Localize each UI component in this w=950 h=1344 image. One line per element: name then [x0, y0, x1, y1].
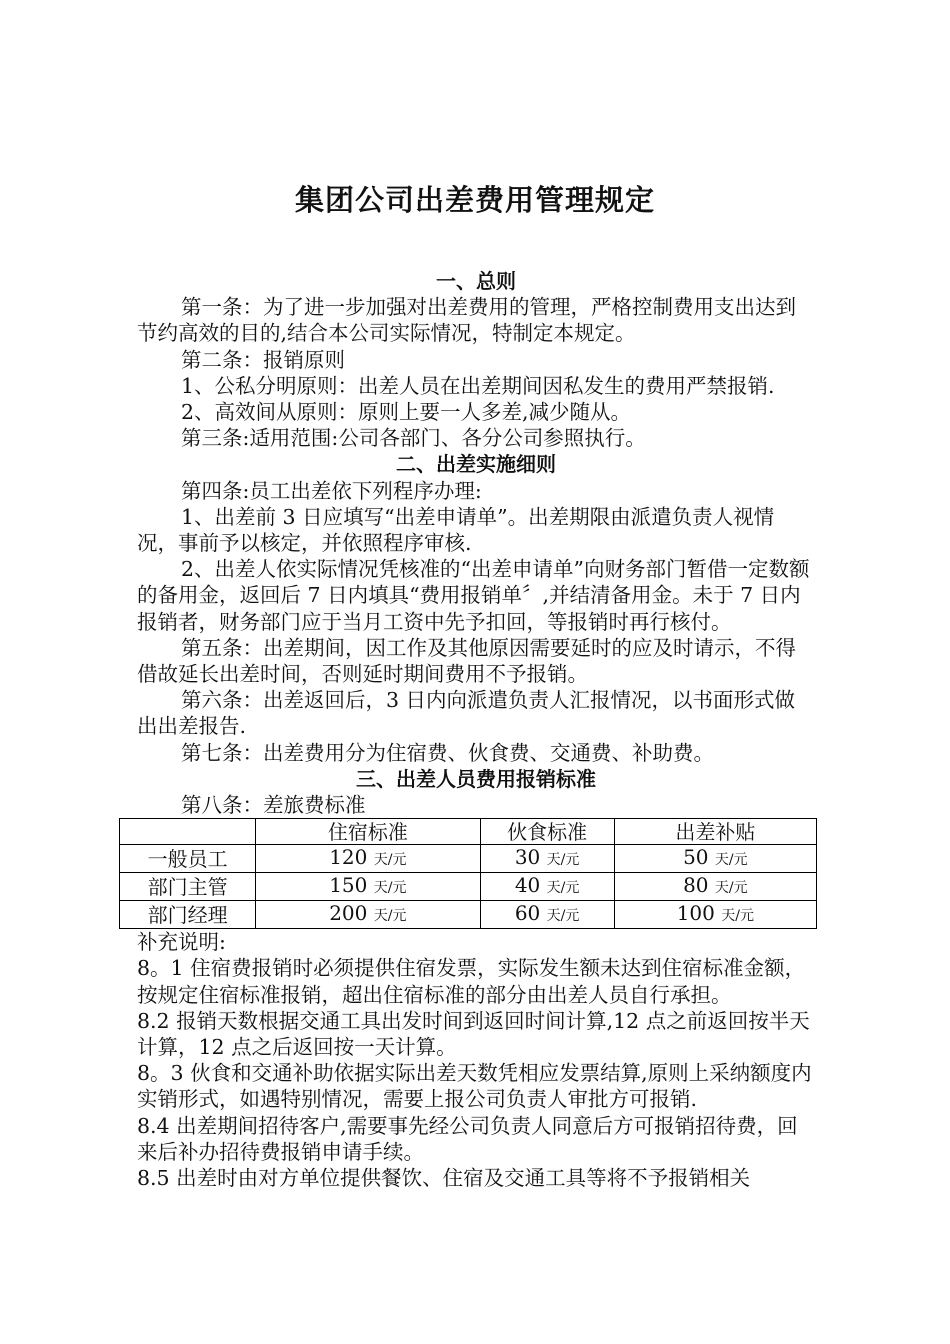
- table-header-cell: [120, 819, 256, 845]
- table-header-cell: 伙食标准: [480, 819, 614, 845]
- article-4-item-1: 1、出差前 3 日应填写“出差申请单”。出差期限由派遣负责人视情况，事前予以核定，并依照程序审核.: [137, 504, 775, 556]
- article-5: 第五条：出差期间，因工作及其他原因需要延时的应及时请示，不得借故延长出差时间，否则延时期间费用不予报销。: [137, 635, 796, 687]
- section-heading-general: 一、总则: [436, 269, 516, 293]
- section-heading-procedure: 二、出差实施细则: [396, 452, 556, 477]
- row-label: 部门经理: [120, 901, 256, 929]
- allowance-cell: 50 天/元: [614, 845, 816, 873]
- article-4-item-2: 2、出差人依实际情况凭核准的“出差申请单”向财务部门暂借一定数额的备用金，返回后 7 日内填具“费用报销单〞,并结清备用金。未于 7 日内报销者，财务部门应于当月工资中先予扣回，等报销时再行核付。: [137, 557, 810, 634]
- article-8: 第八条：差旅费标准: [181, 793, 366, 818]
- lodging-cell: 200 天/元: [256, 901, 480, 929]
- meals-cell: 60 天/元: [480, 901, 614, 929]
- supplement-heading: 补充说明:: [137, 930, 226, 955]
- article-2-item-1: 1、公私分明原则：出差人员在出差期间因私发生的费用严禁报销.: [181, 373, 775, 398]
- supplement-8-5: 8.5 出差时由对方单位提供餐饮、住宿及交通工具等将不予报销相关: [137, 1166, 751, 1191]
- article-6: 第六条：出差返回后，3 日内向派遣负责人汇报情况，以书面形式做出出差报告.: [137, 688, 796, 739]
- article-4: 第四条:员工出差依下列程序办理:: [181, 478, 482, 503]
- expense-standard-table: [119, 818, 817, 929]
- article-2: 第二条：报销原则: [181, 347, 345, 372]
- table-row: [120, 873, 817, 901]
- meals-cell: 40 天/元: [480, 873, 614, 901]
- allowance-cell: 80 天/元: [614, 873, 816, 901]
- article-3: 第三条:适用范围:公司各部门、各分公司参照执行。: [181, 426, 646, 451]
- supplement-8-2: 8.2 报销天数根据交通工具出发时间到返回时间计算,12 点之前返回按半天计算，12 点之后返回按一天计算。: [137, 1008, 810, 1060]
- article-1: 第一条：为了进一步加强对出差费用的管理，严格控制费用支出达到节约高效的目的,结合本公司实际情况，特制定本规定。: [137, 295, 796, 346]
- section-heading-standards: 三、出差人员费用报销标准: [356, 766, 596, 791]
- supplement-8-4: 8.4 出差期间招待客户,需要事先经公司负责人同意后方可报销招待费，回来后补办招待费报销申请手续。: [137, 1113, 798, 1164]
- table-row: [120, 845, 817, 873]
- supplement-8-1: 8。1 住宿费报销时必须提供住宿发票，实际发生额未达到住宿标准金额，按规定住宿标准报销，超出住宿标准的部分由出差人员自行承担。: [137, 956, 806, 1007]
- article-2-item-2: 2、高效间从原则：原则上要一人多差,减少随从。: [181, 400, 632, 425]
- supplement-8-3: 8。3 伙食和交通补助依据实际出差天数凭相应发票结算,原则上采纳额度内实销形式，如遇特别情况，需要上报公司负责人审批方可报销.: [137, 1061, 812, 1112]
- meals-cell: 30 天/元: [480, 845, 614, 873]
- table-header-cell: 出差补贴: [614, 819, 816, 845]
- table-row: [120, 901, 817, 929]
- document-body: [137, 268, 815, 1191]
- lodging-cell: 120 天/元: [256, 845, 480, 873]
- article-7: 第七条：出差费用分为住宿费、伙食费、交通费、补助费。: [181, 740, 714, 765]
- lodging-cell: 150 天/元: [256, 873, 480, 901]
- table-header-cell: 住宿标准: [256, 819, 480, 845]
- document-title: 集团公司出差费用管理规定: [294, 183, 655, 217]
- row-label: 部门主管: [120, 873, 256, 901]
- row-label: 一般员工: [120, 845, 256, 873]
- table-header-row: [120, 819, 817, 845]
- allowance-cell: 100 天/元: [614, 901, 816, 929]
